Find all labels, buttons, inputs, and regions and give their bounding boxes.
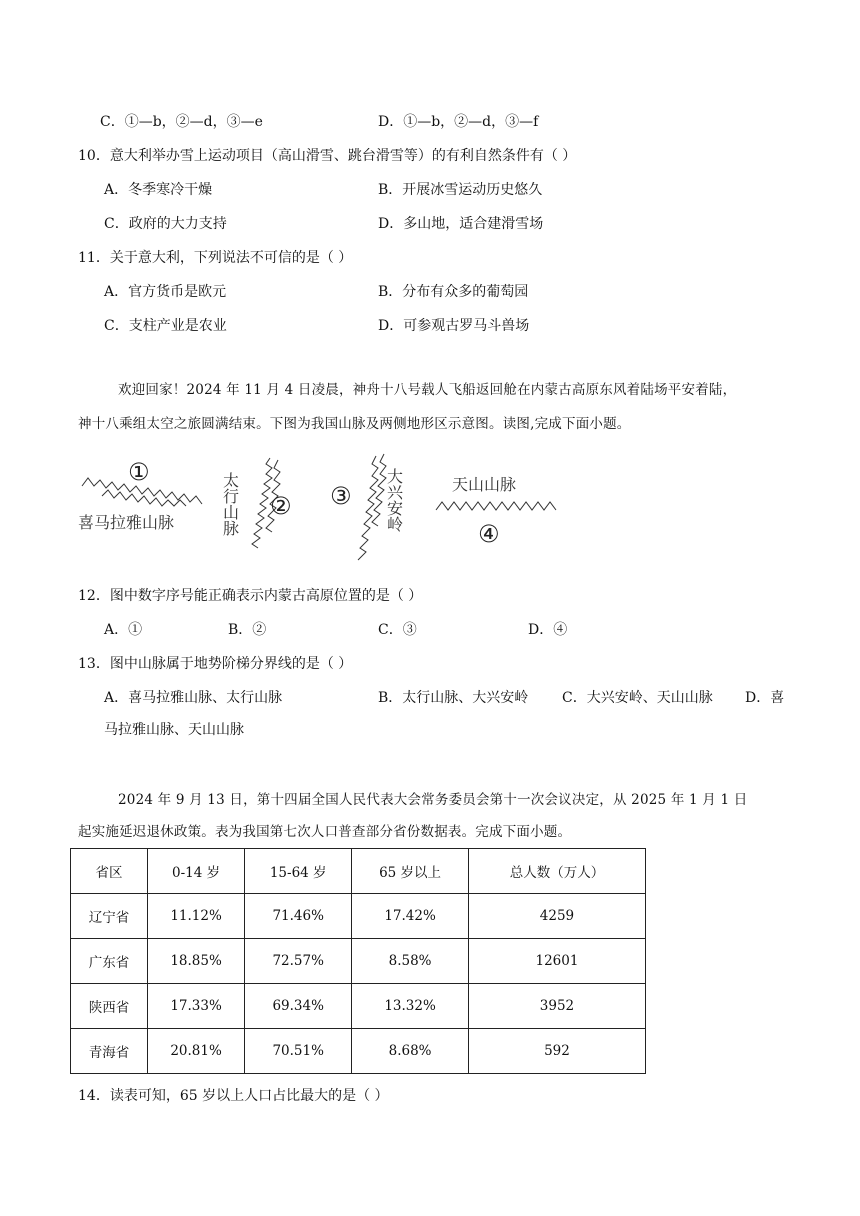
- q10-stem: 10．意大利举办雪上运动项目（高山滑雪、跳台滑雪等）的有利自然条件有（ ）: [78, 148, 577, 164]
- table-cell: 广东省: [71, 939, 148, 984]
- q12-option-a: A．①: [104, 622, 143, 638]
- table-header-cell: 0-14 岁: [147, 849, 244, 894]
- population-table: [70, 848, 646, 1074]
- q11-stem: 11．关于意大利，下列说法不可信的是（ ）: [78, 250, 353, 266]
- passage1-line2: 神十八乘组太空之旅圆满结束。下图为我国山脉及两侧地形区示意图。读图,完成下面小题。: [78, 416, 631, 432]
- table-cell: 18.85%: [147, 939, 244, 984]
- table-cell: 20.81%: [147, 1029, 244, 1074]
- figure-num-1: ①: [128, 458, 150, 486]
- q12-option-d: D．④: [528, 622, 568, 638]
- q13-option-b: B．太行山脉、大兴安岭: [378, 690, 529, 706]
- table-header-cell: 65 岁以上: [352, 849, 469, 894]
- tianshan-peaks: [436, 502, 556, 510]
- table-cell: 70.51%: [245, 1029, 352, 1074]
- q10-option-a: A．冬季寒冷干燥: [104, 182, 213, 198]
- q10-option-b: B．开展冰雪运动历史悠久: [378, 182, 543, 198]
- q11-option-a: A．官方货币是欧元: [104, 284, 227, 300]
- table-header-cell: 15-64 岁: [245, 849, 352, 894]
- daxinganling-peaks: [358, 454, 386, 560]
- label-daxinganling: 大兴安岭: [384, 468, 404, 532]
- table-cell: 592: [468, 1029, 645, 1074]
- figure-num-2: ②: [270, 492, 292, 520]
- q12-stem: 12．图中数字序号能正确表示内蒙古高原位置的是（ ）: [78, 588, 423, 604]
- table-cell: 17.33%: [147, 984, 244, 1029]
- table-cell: 71.46%: [245, 894, 352, 939]
- table-cell: 11.12%: [147, 894, 244, 939]
- table-row: [71, 1029, 646, 1074]
- table-header-row: [71, 849, 646, 894]
- label-tianshan: 天山山脉: [452, 475, 517, 494]
- q13-option-d-start: D．喜: [745, 690, 785, 706]
- q13-option-c: C．大兴安岭、天山山脉: [562, 690, 713, 706]
- table-cell: 辽宁省: [71, 894, 148, 939]
- figure-num-4: ④: [478, 520, 500, 548]
- q9-option-c: C．①—b，②—d，③—e: [100, 114, 263, 130]
- table-cell: 4259: [468, 894, 645, 939]
- table-cell: 青海省: [71, 1029, 148, 1074]
- table-row: [71, 939, 646, 984]
- table-cell: 72.57%: [245, 939, 352, 984]
- table-row: [71, 894, 646, 939]
- table-cell: 12601: [468, 939, 645, 984]
- table-cell: 13.32%: [352, 984, 469, 1029]
- mountain-figure: [74, 450, 594, 570]
- q9-option-d: D．①—b，②—d，③—f: [378, 114, 539, 130]
- passage1-line1: 欢迎回家！2024 年 11 月 4 日凌晨，神舟十八号载人飞船返回舱在内蒙古高原东风着陆场平安着陆，: [118, 382, 737, 398]
- label-himalaya: 喜马拉雅山脉: [78, 513, 175, 532]
- q12-option-b: B．②: [228, 622, 267, 638]
- q11-option-c: C．支柱产业是农业: [104, 318, 227, 334]
- table-row: [71, 984, 646, 1029]
- figure-num-3: ③: [330, 482, 352, 510]
- table-cell: 17.42%: [352, 894, 469, 939]
- passage2-line1: 2024 年 9 月 13 日，第十四届全国人民代表大会常务委员会第十一次会议决定，从 2025 年 1 月 1 日: [118, 792, 748, 808]
- q13-option-d-cont: 马拉雅山脉、天山山脉: [104, 722, 244, 738]
- table-header-cell: 总人数（万人）: [468, 849, 645, 894]
- table-cell: 陕西省: [71, 984, 148, 1029]
- q11-option-d: D．可参观古罗马斗兽场: [378, 318, 530, 334]
- table-header-cell: 省区: [71, 849, 148, 894]
- q12-option-c: C．③: [378, 622, 417, 638]
- q13-stem: 13．图中山脉属于地势阶梯分界线的是（ ）: [78, 656, 353, 672]
- table-cell: 8.58%: [352, 939, 469, 984]
- q14-stem: 14．读表可知，65 岁以上人口占比最大的是（ ）: [78, 1088, 389, 1104]
- table-cell: 69.34%: [245, 984, 352, 1029]
- q10-option-c: C．政府的大力支持: [104, 216, 227, 232]
- q10-option-d: D．多山地，适合建滑雪场: [378, 216, 544, 232]
- passage2-line2: 起实施延迟退休政策。表为我国第七次人口普查部分省份数据表。完成下面小题。: [78, 824, 572, 840]
- label-taihang: 太行山脉: [220, 472, 240, 536]
- q13-option-a: A．喜马拉雅山脉、太行山脉: [104, 690, 283, 706]
- table-cell: 3952: [468, 984, 645, 1029]
- q11-option-b: B．分布有众多的葡萄园: [378, 284, 529, 300]
- table-cell: 8.68%: [352, 1029, 469, 1074]
